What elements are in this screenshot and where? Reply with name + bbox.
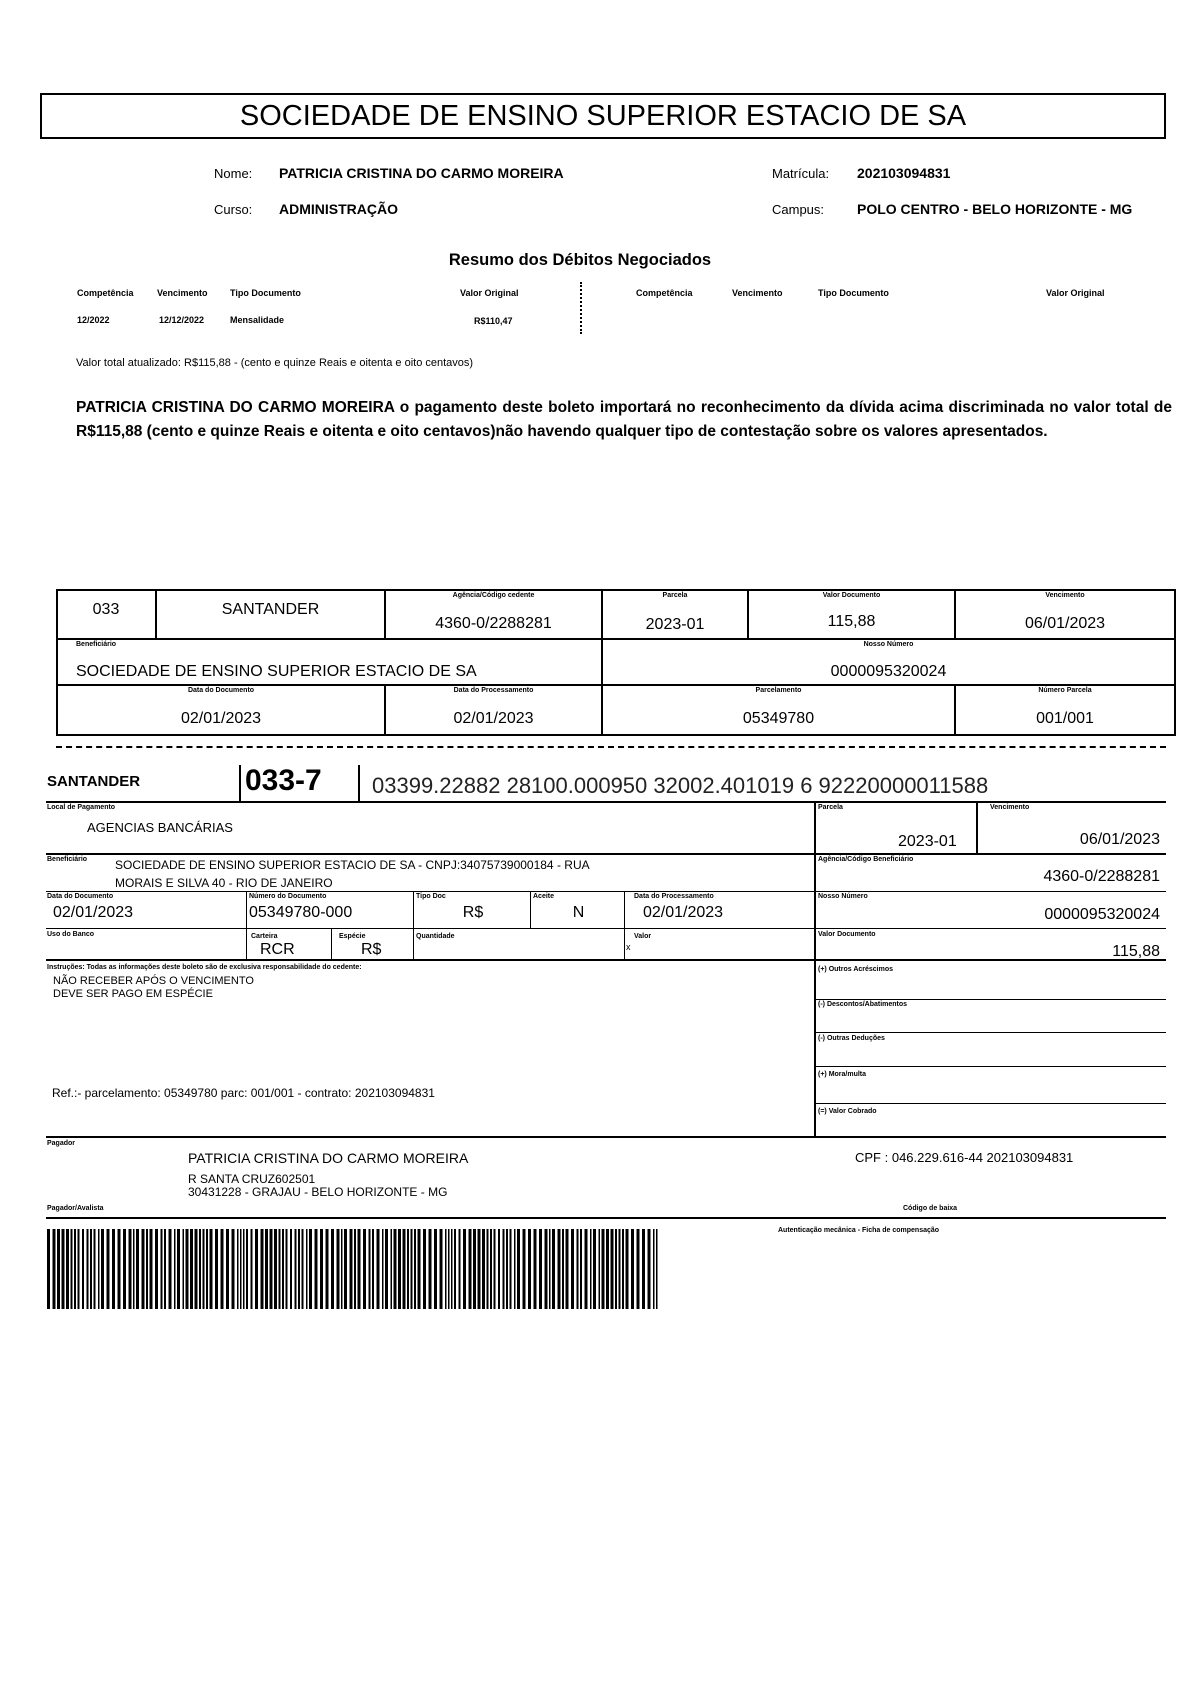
col-valor: Valor Original [460, 288, 519, 298]
row-tipo: Mensalidade [230, 315, 285, 325]
barcode-bar [653, 1229, 655, 1309]
barcode-bar [199, 1229, 201, 1309]
curso-label: Curso: [214, 202, 253, 217]
barcode-bar [354, 1229, 356, 1309]
barcode-bar [82, 1229, 84, 1309]
barcode-bar [369, 1229, 371, 1309]
barcode-bar [423, 1229, 426, 1309]
barcode-bar [136, 1229, 139, 1309]
barcode-bar [528, 1229, 531, 1309]
barcode-bar [98, 1229, 100, 1309]
pagador-avalista-label: Pagador/Avalista [47, 1205, 104, 1212]
receipt-data-proc-label: Data do Processamento [453, 687, 534, 694]
receipt-beneficiario-label: Beneficiário [76, 641, 117, 648]
barcode-bar [631, 1229, 634, 1309]
cut-line [56, 746, 1166, 748]
mora-multa-label: (+) Mora/multa [818, 1071, 867, 1078]
barcode-bar [434, 1229, 437, 1309]
endereco-1: R SANTA CRUZ602501 [188, 1172, 316, 1186]
boleto-beneficiario-label: Beneficiário [47, 856, 88, 863]
boleto-vencimento: 06/01/2023 [1079, 831, 1160, 848]
especie-label: Espécie [339, 933, 366, 940]
total-line: Valor total atualizado: R$115,88 - (cento e quinze Reais e oitenta e oito centavos) [76, 357, 474, 369]
receipt-data-proc: 02/01/2023 [453, 710, 534, 727]
carteira-label: Carteira [251, 933, 278, 940]
barcode-bar [240, 1229, 242, 1309]
row-vencimento: 12/12/2022 [159, 315, 205, 325]
barcode-bar [320, 1229, 323, 1309]
barcode-bar [315, 1229, 318, 1309]
barcode-bar [637, 1229, 640, 1309]
barcode-bar [255, 1229, 258, 1309]
barcode-bar [210, 1229, 213, 1309]
receipt-nosso-numero: 0000095320024 [830, 663, 947, 680]
uso-banco-label: Uso do Banco [47, 931, 95, 938]
barcode-bar [161, 1229, 163, 1309]
barcode-bar [107, 1229, 110, 1309]
barcode-bar [290, 1229, 292, 1309]
col-vencimento: Vencimento [157, 288, 208, 298]
barcode-bar [418, 1229, 421, 1309]
barcode-bar [407, 1229, 409, 1309]
receipt-valor: 115,88 [827, 613, 876, 630]
boleto-valor-doc-label: Valor Documento [818, 931, 876, 938]
barcode-bar [123, 1229, 126, 1309]
receipt-beneficiario: SOCIEDADE DE ENSINO SUPERIOR ESTACIO DE SA [76, 663, 477, 680]
barcode-bar [473, 1229, 476, 1309]
receipt-parcelamento-label: Parcelamento [755, 687, 802, 694]
barcode-bar [279, 1229, 281, 1309]
barcode-bar [549, 1229, 551, 1309]
col-competencia: Competência [77, 288, 134, 298]
receipt-vencimento-label: Vencimento [1045, 592, 1085, 599]
barcode-bar [514, 1229, 516, 1309]
receipt-agencia-label: Agência/Código cedente [452, 592, 535, 599]
boleto-num-doc-label: Número do Documento [249, 893, 327, 900]
barcode-bar [298, 1229, 300, 1309]
barcode-bar [523, 1229, 526, 1309]
barcode-bar [206, 1229, 208, 1309]
barcode-bar [593, 1229, 596, 1309]
boleto-data-proc: 02/01/2023 [643, 904, 724, 921]
barcode-bar [71, 1229, 73, 1309]
barcode-bar [94, 1229, 96, 1309]
barcode-bar [150, 1229, 153, 1309]
barcode-bar [203, 1229, 205, 1309]
instrucao-1: NÃO RECEBER APÓS O VENCIMENTO [53, 975, 254, 987]
col-vencimento-2: Vencimento [732, 288, 783, 298]
barcode-bar [448, 1229, 450, 1309]
boleto-vencimento-label: Vencimento [990, 804, 1030, 811]
boleto-data-doc: 02/01/2023 [53, 904, 134, 921]
barcode-bar [590, 1229, 592, 1309]
barcode-bar [177, 1229, 180, 1309]
barcode-bar [545, 1229, 548, 1309]
boleto-aceite-label: Aceite [533, 893, 555, 900]
barcode-bar [429, 1229, 432, 1309]
barcode-bar [274, 1229, 277, 1309]
autenticacao-label: Autenticação mecânica - Ficha de compensação [778, 1227, 940, 1234]
receipt-parcelamento: 05349780 [742, 710, 815, 727]
boleto-data-proc-label: Data do Processamento [634, 893, 714, 900]
barcode-bar [490, 1229, 492, 1309]
barcode-bar [622, 1229, 624, 1309]
barcode-bar [341, 1229, 343, 1309]
barcode-bar [282, 1229, 284, 1309]
pagador-cpf: CPF : 046.229.616-44 202103094831 [855, 1150, 1074, 1165]
barcode-bar [487, 1229, 489, 1309]
col-tipo-2: Tipo Documento [818, 288, 889, 298]
barcode-bar [459, 1229, 461, 1309]
barcode-bar [232, 1229, 235, 1309]
barcode-bar [566, 1229, 569, 1309]
boleto-tipo-doc-label: Tipo Doc [416, 893, 446, 900]
valor-cobrado-label: (=) Valor Cobrado [818, 1108, 877, 1115]
descontos-label: (-) Descontos/Abatimentos [818, 1001, 908, 1008]
barcode-bar [463, 1229, 466, 1309]
boleto-data-doc-label: Data do Documento [47, 893, 114, 900]
receipt-num-parcela: 001/001 [1036, 710, 1094, 727]
barcode-bar [62, 1229, 65, 1309]
barcode-bar [142, 1229, 145, 1309]
barcode-bar [101, 1229, 104, 1309]
boleto-agencia-label: Agência/Código Beneficiário [818, 856, 914, 863]
barcode-bar [382, 1229, 384, 1309]
valor-label: Valor [634, 933, 652, 940]
instrucoes-label: Instruções: Todas as informações deste boleto são de exclusiva responsabilidade do cedente: [47, 964, 362, 971]
receipt-vencimento: 06/01/2023 [1024, 615, 1106, 632]
barcode-bar [440, 1229, 443, 1309]
barcode-bar [337, 1229, 340, 1309]
barcode-bar [403, 1229, 406, 1309]
barcode-bar [585, 1229, 588, 1309]
barcode-bar [391, 1229, 393, 1309]
barcode-bar [183, 1229, 185, 1309]
barcode-bar [482, 1229, 485, 1309]
barcode-bar [265, 1229, 268, 1309]
barcode-bar [331, 1229, 334, 1309]
barcode-bar [577, 1229, 579, 1309]
barcode-bar [398, 1229, 401, 1309]
matricula-label: Matrícula: [772, 166, 830, 181]
especie-value: R$ [361, 941, 382, 958]
barcode-bar [74, 1229, 76, 1309]
student-name: PATRICIA CRISTINA DO CARMO MOREIRA [279, 165, 564, 181]
barcode-bar [129, 1229, 132, 1309]
barcode-bar [494, 1229, 496, 1309]
barcode-bar [221, 1229, 224, 1309]
boleto-aceite: N [572, 904, 585, 921]
barcode-bar [286, 1229, 288, 1309]
pagador-name: PATRICIA CRISTINA DO CARMO MOREIRA [188, 1150, 469, 1166]
boleto-beneficiario-line1: SOCIEDADE DE ENSINO SUPERIOR ESTACIO DE SA - CNPJ:34075739000184 - RUA [115, 858, 590, 872]
barcode-bar [517, 1229, 520, 1309]
quantidade-label: Quantidade [416, 933, 455, 940]
barcode-bar [47, 1229, 50, 1309]
campus-label: Campus: [772, 202, 825, 217]
local-pagamento-label: Local de Pagamento [47, 804, 116, 811]
column-divider [580, 282, 582, 334]
barcode-bar [302, 1229, 304, 1309]
barcode-bar [562, 1229, 564, 1309]
barcode-bar [606, 1229, 609, 1309]
barcode-bar [539, 1229, 542, 1309]
barcode-bar [619, 1229, 621, 1309]
campus-value: POLO CENTRO - BELO HORIZONTE - MG [857, 201, 1133, 217]
carteira-value: RCR [260, 941, 295, 958]
valor-x: x [626, 942, 631, 952]
boleto-parcela-label: Parcela [818, 804, 843, 811]
barcode-bar [503, 1229, 505, 1309]
barcode-bar [377, 1229, 380, 1309]
barcode-bar [237, 1229, 239, 1309]
barcode-bar [190, 1229, 193, 1309]
barcode-bar [226, 1229, 229, 1309]
declaration-text: PATRICIA CRISTINA DO CARMO MOREIRA o pagamento deste boleto importará no reconhecimento da dívida acima discriminada no valor total de R$115,88 (cento e quinze Reais e oitenta e oito centavos)não havendo qualquer tipo de contestação sobre os valores apresentados. [76, 399, 1172, 440]
boleto-tipo-doc: R$ [462, 904, 484, 921]
col-valor-2: Valor Original [1046, 288, 1105, 298]
barcode-bar [57, 1229, 60, 1309]
instrucao-2: DEVE SER PAGO EM ESPÉCIE [53, 988, 213, 1000]
boleto-beneficiario-line2: MORAIS E SILVA 40 - RIO DE JANEIRO [115, 876, 333, 890]
barcode-bar [454, 1229, 456, 1309]
nome-label: Nome: [214, 166, 253, 181]
boleto-bank-code: 033-7 [245, 764, 322, 797]
barcode-bar [133, 1229, 135, 1309]
barcode-bar [66, 1229, 69, 1309]
barcode-bar [580, 1229, 582, 1309]
receipt-bank-name: SANTANDER [221, 601, 320, 618]
receipt-data-doc-label: Data do Documento [187, 687, 255, 694]
boleto-valor-doc: 115,88 [1112, 943, 1160, 960]
barcode-bar [571, 1229, 574, 1309]
boleto-bank-name: SANTANDER [47, 773, 141, 790]
barcode-bar [155, 1229, 158, 1309]
barcode-bar [445, 1229, 447, 1309]
barcode-bar [90, 1229, 92, 1309]
barcode-bar [195, 1229, 198, 1309]
barcode-bar [164, 1229, 166, 1309]
barcode-bar [78, 1229, 80, 1309]
barcode-bar [295, 1229, 297, 1309]
barcode-bar [506, 1229, 508, 1309]
barcode-bar [394, 1229, 397, 1309]
barcode-bar [451, 1229, 453, 1309]
barcode-bar [169, 1229, 172, 1309]
barcode-bar [510, 1229, 512, 1309]
barcode-bar [363, 1229, 366, 1309]
barcode-bar [326, 1229, 329, 1309]
receipt-nosso-numero-label: Nosso Número [863, 641, 914, 648]
barcode-bar [414, 1229, 416, 1309]
barcode-bar [372, 1229, 374, 1309]
barcode-bar [656, 1229, 658, 1309]
barcode-bar [599, 1229, 601, 1309]
barcode-bar [53, 1229, 56, 1309]
barcode-bar [611, 1229, 614, 1309]
barcode-bar [309, 1229, 312, 1309]
outros-acrescimos-label: (+) Outros Acréscimos [818, 966, 894, 973]
boleto-parcela: 2023-01 [898, 833, 957, 850]
barcode-bar [344, 1229, 347, 1309]
boleto-num-doc: 05349780-000 [249, 904, 353, 921]
barcode-bar [498, 1229, 500, 1309]
receipt-parcela-label: Parcela [662, 592, 688, 599]
referencia: Ref.:- parcelamento: 05349780 parc: 001/001 - contrato: 202103094831 [52, 1086, 435, 1100]
barcode-bar [251, 1229, 253, 1309]
barcode-bar [534, 1229, 537, 1309]
col-competencia-2: Competência [636, 288, 693, 298]
course-name: ADMINISTRAÇÃO [279, 201, 398, 217]
barcode-bar [186, 1229, 189, 1309]
barcode-bar [174, 1229, 176, 1309]
barcode-bar [642, 1229, 645, 1309]
receipt-agencia: 4360-0/2288281 [435, 615, 552, 632]
boleto-nosso-numero: 0000095320024 [1044, 906, 1160, 923]
col-tipo: Tipo Documento [230, 288, 301, 298]
summary-title: Resumo dos Débitos Negociados [448, 251, 712, 269]
barcode-bar [558, 1229, 561, 1309]
boleto-agencia: 4360-0/2288281 [1043, 868, 1160, 885]
receipt-num-parcela-label: Número Parcela [1038, 687, 1092, 694]
barcode-bar [469, 1229, 472, 1309]
outras-deducoes-label: (-) Outras Deduções [818, 1035, 885, 1042]
barcode-bar [615, 1229, 617, 1309]
barcode-bar [306, 1229, 308, 1309]
boleto-nosso-numero-label: Nosso Número [818, 893, 868, 900]
receipt-bank-code: 033 [92, 601, 120, 618]
barcode-bar [87, 1229, 89, 1309]
barcode-bar [350, 1229, 353, 1309]
linha-digitavel: 03399.22882 28100.000950 32002.401019 6 92220000011588 [372, 773, 989, 798]
barcode-bar [385, 1229, 388, 1309]
barcode-bar [602, 1229, 605, 1309]
barcode [47, 1229, 662, 1309]
barcode-bar [261, 1229, 264, 1309]
barcode-bar [626, 1229, 629, 1309]
barcode-bar [243, 1229, 245, 1309]
barcode-bar [215, 1229, 218, 1309]
matricula-value: 202103094831 [857, 165, 951, 181]
receipt-parcela: 2023-01 [645, 616, 705, 633]
barcode-bar [478, 1229, 481, 1309]
endereco-2: 30431228 - GRAJAU - BELO HORIZONTE - MG [188, 1185, 448, 1199]
institution-title: SOCIEDADE DE ENSINO SUPERIOR ESTACIO DE SA [40, 93, 1166, 139]
pagador-label: Pagador [47, 1140, 76, 1147]
codigo-baixa-label: Código de baixa [903, 1205, 958, 1212]
barcode-bar [270, 1229, 273, 1309]
receipt-valor-label: Valor Documento [822, 592, 881, 599]
barcode-bar [246, 1229, 248, 1309]
barcode-bar [112, 1229, 115, 1309]
barcode-bar [411, 1229, 413, 1309]
barcode-bar [118, 1229, 121, 1309]
barcode-bar [146, 1229, 148, 1309]
barcode-bar [552, 1229, 555, 1309]
receipt-data-doc: 02/01/2023 [180, 710, 262, 727]
barcode-bar [358, 1229, 361, 1309]
row-valor: R$110,47 [474, 316, 513, 326]
row-competencia: 12/2022 [77, 315, 110, 325]
barcode-bar [648, 1229, 651, 1309]
local-pagamento: AGENCIAS BANCÁRIAS [87, 820, 233, 835]
